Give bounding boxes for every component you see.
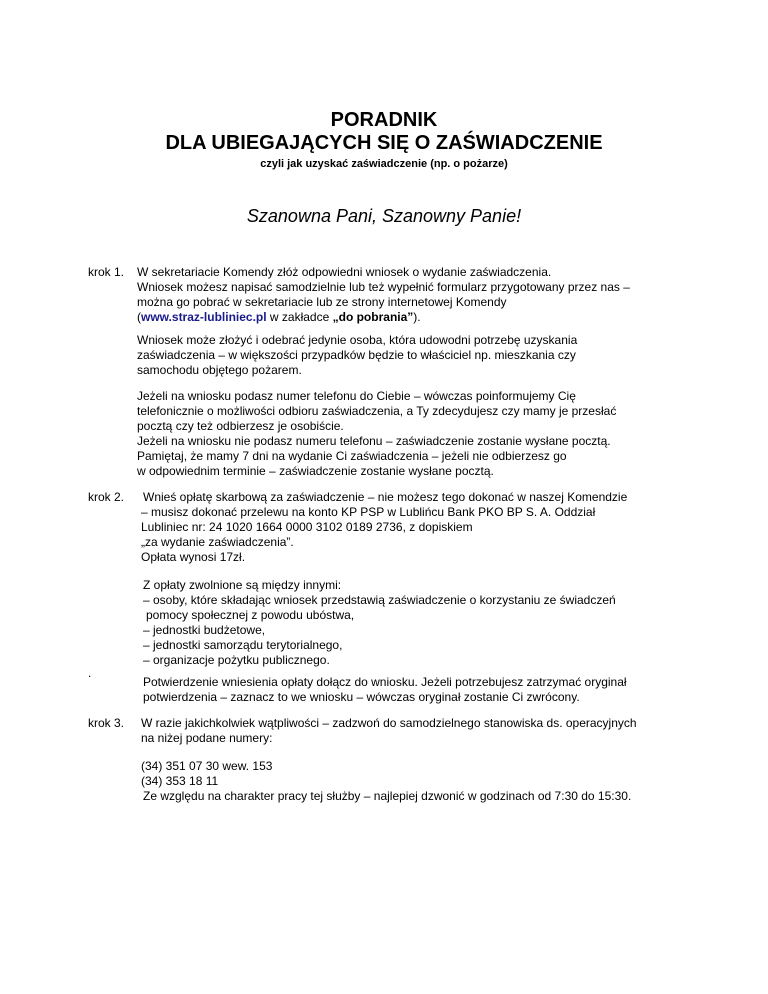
step-1-p3-line-1: Jeżeli na wniosku podasz numer telefonu do Ciebie – wówczas poinformujemy Cię — [137, 389, 576, 403]
step-1-line-2: Wniosek możesz napisać samodzielnie lub też wypełnić formularz przygotowany przez nas – — [137, 280, 630, 294]
step-2-line-5: Opłata wynosi 17zł. — [141, 550, 246, 564]
exemption-item-1-cont: pomocy społecznej z powodu ubóstwa, — [146, 608, 355, 622]
step-1-p2-line-1: Wniosek może złożyć i odebrać jedynie osoba, która udowodni potrzebę uzyskania — [137, 333, 578, 347]
calling-hours-note: Ze względu na charakter pracy tej służby – najlepiej dzwonić w godzinach od 7:30 do 15:30. — [143, 789, 632, 803]
exemption-item-1: – osoby, które składając wniosek przedstawią zaświadczenie o korzystaniu ze świadczeń — [143, 593, 616, 607]
confirmation-line-1: Potwierdzenie wniesienia opłaty dołącz do wniosku. Jeżeli potrzebujesz zatrzymać oryginał — [143, 675, 627, 689]
subtitle: czyli jak uzyskać zaświadczenie (np. o pożarze) — [260, 158, 508, 170]
title-line-2: DLA UBIEGAJĄCYCH SIĘ O ZAŚWIADCZENIE — [165, 132, 603, 154]
step-2-line-2: – musisz dokonać przelewu na konto KP PSP w Lublińcu Bank PKO BP S. A. Oddział — [141, 505, 596, 519]
step-1-label: krok 1. — [88, 265, 125, 279]
stray-dot: . — [88, 666, 92, 680]
step-2-line-3: Lubliniec nr: 24 1020 1664 0000 3102 0189 2736, z dopiskiem — [141, 520, 473, 534]
step-2-line-1: Wnieś opłatę skarbową za zaświadczenie – nie możesz tego dokonać w naszej Komendzie — [143, 490, 628, 504]
step-1-p3-line-2: telefonicznie o możliwości odbioru zaświadczenia, a Ty zdecydujesz czy mamy je przesłać — [137, 404, 617, 418]
download-tab-name: „do pobrania” — [332, 310, 414, 324]
paren-close: ). — [413, 310, 421, 324]
step-3-line-1: W razie jakichkolwiek wątpliwości – zadzwoń do samodzielnego stanowiska ds. operacyjnych — [141, 716, 637, 730]
phone-number-2: (34) 353 18 11 — [141, 774, 219, 788]
exemption-item-3: – jednostki samorządu terytorialnego, — [143, 638, 343, 652]
step-1-p3-line-4: Jeżeli na wniosku nie podasz numeru telefonu – zaświadczenie zostanie wysłane pocztą. — [137, 434, 611, 448]
step-1-p2-line-3: samochodu objętego pożarem. — [137, 363, 302, 377]
tab-text: w zakładce — [266, 310, 333, 324]
exemptions-heading: Z opłaty zwolnione są między innymi: — [143, 578, 342, 592]
step-2-label: krok 2. — [88, 490, 125, 504]
phone-number-1: (34) 351 07 30 wew. 153 — [141, 759, 273, 773]
step-1-p2-line-2: zaświadczenia – w większości przypadków będzie to właściciel np. mieszkania czy — [137, 348, 576, 362]
exemption-item-4: – organizacje pożytku publicznego. — [143, 653, 330, 667]
step-1-line-4 — [137, 310, 421, 325]
step-2-line-4: „za wydanie zaświadczenia”. — [141, 535, 294, 549]
exemption-item-2: – jednostki budżetowe, — [143, 623, 266, 637]
step-1-line-3: można go pobrać w sekretariacie lub ze strony internetowej Komendy — [137, 295, 507, 309]
step-1-line-1: W sekretariacie Komendy złóż odpowiedni wniosek o wydanie zaświadczenia. — [137, 265, 552, 279]
step-3-label: krok 3. — [88, 716, 125, 730]
step-3-line-2: na niżej podane numery: — [141, 731, 273, 745]
step-1-p3-line-5: Pamiętaj, że mamy 7 dni na wydanie Ci zaświadczenia – jeżeli nie odbierzesz go — [137, 449, 567, 463]
greeting: Szanowna Pani, Szanowny Panie! — [246, 206, 522, 226]
title-line-1: PORADNIK — [330, 109, 438, 131]
step-1-p3-line-6: w odpowiednim terminie – zaświadczenie zostanie wysłane pocztą. — [137, 464, 494, 478]
confirmation-line-2: potwierdzenia – zaznacz to we wniosku – wówczas oryginał zostanie Ci zwrócony. — [143, 690, 580, 704]
paren-open: ( — [137, 310, 141, 324]
step-1-p3-line-3: pocztą czy też odbierzesz je osobiście. — [137, 419, 344, 433]
website-link[interactable]: www.straz-lubliniec.pl — [141, 310, 267, 324]
